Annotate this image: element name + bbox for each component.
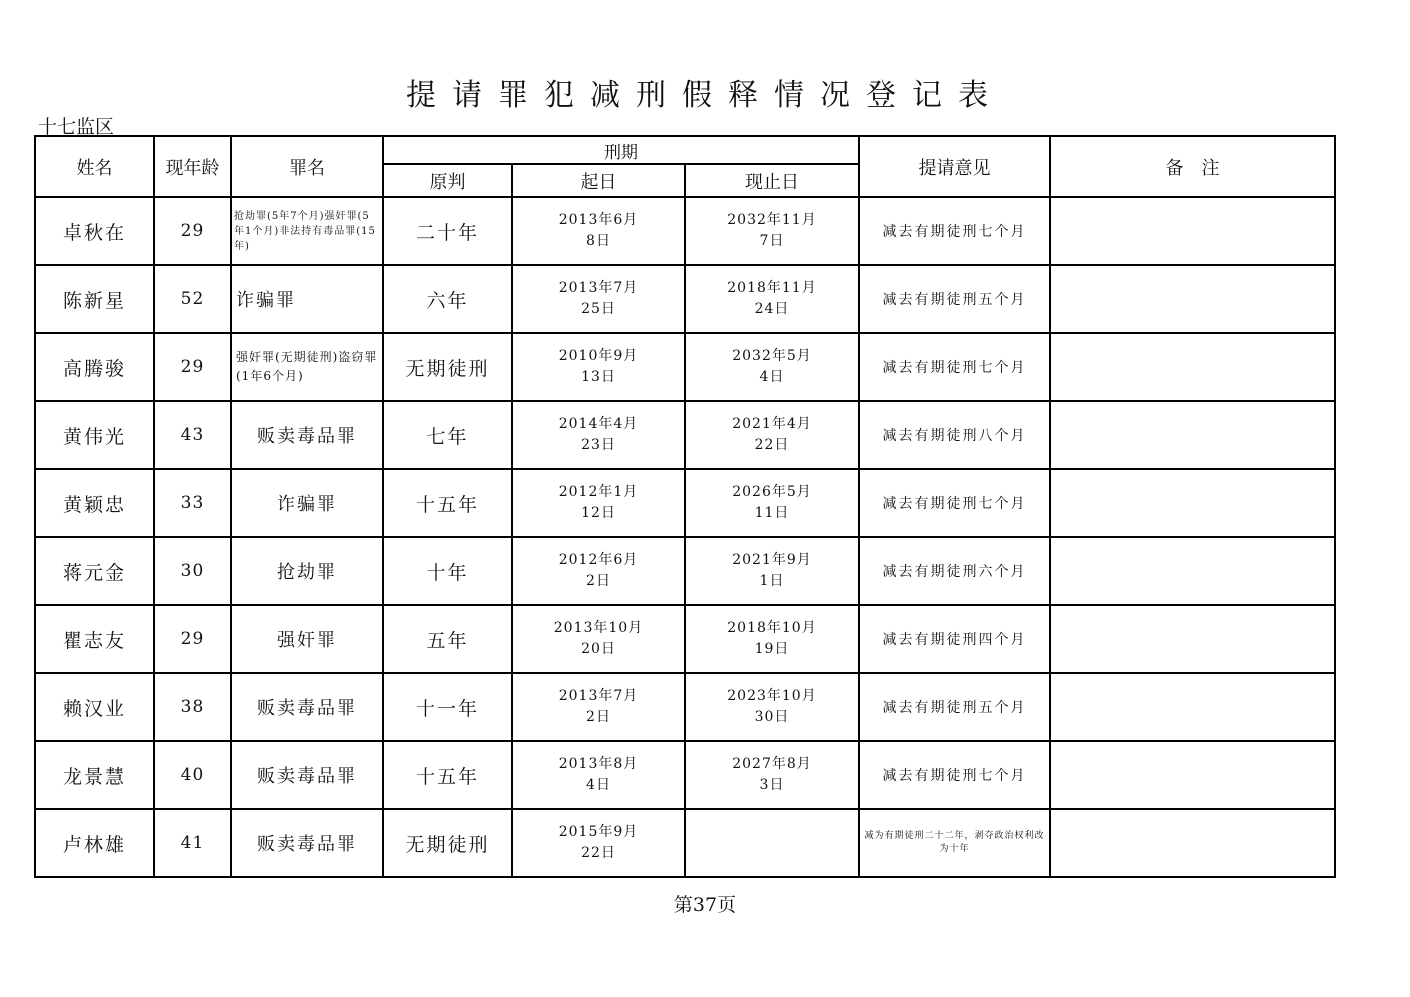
start-month: 2010年9月	[558, 348, 639, 364]
cell-name: 赖汉业	[35, 673, 154, 741]
end-day: 19日	[754, 641, 790, 657]
cell-sentence: 无期徒刑	[383, 333, 512, 401]
cell-age: 29	[154, 333, 231, 401]
start-month: 2013年10月	[553, 620, 644, 636]
cell-end	[685, 401, 859, 469]
cell-sentence: 六年	[383, 265, 512, 333]
cell-end	[685, 741, 859, 809]
end-month: 2032年5月	[732, 348, 812, 364]
start-day: 20日	[581, 641, 616, 657]
start-month: 2014年4月	[558, 416, 639, 432]
cell-crime: 贩卖毒品罪	[231, 741, 383, 809]
cell-age: 52	[154, 265, 231, 333]
cell-start	[512, 605, 685, 673]
cell-opinion: 减去有期徒刑五个月	[859, 265, 1050, 333]
end-day: 11日	[754, 505, 790, 521]
cell-name: 卢林雄	[35, 809, 154, 877]
table-row	[35, 333, 1335, 401]
start-month: 2013年8月	[558, 756, 639, 772]
end-month: 2032年11月	[727, 212, 817, 228]
table-row	[35, 537, 1335, 605]
cell-end	[685, 469, 859, 537]
cell-sentence: 五年	[383, 605, 512, 673]
table-row	[35, 673, 1335, 741]
end-day: 30日	[754, 709, 790, 725]
cell-age: 40	[154, 741, 231, 809]
end-month: 2021年4月	[732, 416, 812, 432]
end-month: 2021年9月	[732, 552, 812, 568]
start-day: 8日	[586, 233, 611, 249]
cell-remarks	[1050, 197, 1335, 265]
cell-crime: 强奸罪	[231, 605, 383, 673]
cell-remarks	[1050, 537, 1335, 605]
cell-crime: 强奸罪(无期徒刑)盗窃罪(1年6个月)	[231, 333, 383, 401]
start-month: 2013年6月	[558, 212, 639, 228]
register-table	[34, 135, 1336, 878]
cell-opinion: 减去有期徒刑六个月	[859, 537, 1050, 605]
unit-label: 十七监区	[38, 116, 115, 138]
end-month: 2018年11月	[727, 280, 817, 296]
end-day: 1日	[759, 573, 785, 589]
cell-opinion: 减去有期徒刑七个月	[859, 197, 1050, 265]
table-row	[35, 401, 1335, 469]
start-month: 2013年7月	[558, 688, 639, 704]
cell-crime: 贩卖毒品罪	[231, 673, 383, 741]
cell-remarks	[1050, 741, 1335, 809]
header-term: 刑期	[383, 136, 859, 164]
cell-crime: 抢劫罪	[231, 537, 383, 605]
start-month: 2013年7月	[558, 280, 639, 296]
cell-sentence: 十五年	[383, 469, 512, 537]
start-day: 12日	[581, 505, 616, 521]
start-day: 25日	[581, 301, 616, 317]
cell-sentence: 十五年	[383, 741, 512, 809]
cell-remarks	[1050, 469, 1335, 537]
cell-remarks	[1050, 605, 1335, 673]
header-end: 现止日	[685, 164, 859, 197]
start-month: 2015年9月	[558, 824, 639, 840]
start-day: 4日	[586, 777, 611, 793]
cell-opinion: 减去有期徒刑五个月	[859, 673, 1050, 741]
table-row	[35, 265, 1335, 333]
cell-remarks	[1050, 673, 1335, 741]
end-month: 2027年8月	[732, 756, 812, 772]
cell-end	[685, 809, 859, 877]
cell-crime: 抢劫罪(5年7个月)强奸罪(5年1个月)非法持有毒品罪(15年)	[231, 197, 383, 265]
cell-start	[512, 537, 685, 605]
cell-crime: 贩卖毒品罪	[231, 809, 383, 877]
cell-start	[512, 469, 685, 537]
cell-age: 29	[154, 197, 231, 265]
header-age: 现年龄	[154, 136, 231, 197]
cell-name: 龙景慧	[35, 741, 154, 809]
cell-end	[685, 537, 859, 605]
header-remarks: 备 注	[1050, 136, 1335, 197]
cell-name: 黄颖忠	[35, 469, 154, 537]
cell-remarks	[1050, 333, 1335, 401]
cell-opinion: 减为有期徒刑二十二年，剥夺政治权利改为十年	[859, 809, 1050, 877]
table-row	[35, 741, 1335, 809]
cell-start	[512, 401, 685, 469]
cell-sentence: 二十年	[383, 197, 512, 265]
cell-start	[512, 333, 685, 401]
cell-sentence: 七年	[383, 401, 512, 469]
end-day: 24日	[754, 301, 790, 317]
cell-name: 黄伟光	[35, 401, 154, 469]
end-day: 4日	[759, 369, 785, 385]
header-crime: 罪名	[231, 136, 383, 197]
cell-start	[512, 673, 685, 741]
cell-age: 30	[154, 537, 231, 605]
end-day: 3日	[759, 777, 785, 793]
header-name: 姓名	[35, 136, 154, 197]
start-day: 22日	[581, 845, 616, 861]
cell-start	[512, 265, 685, 333]
header-original: 原判	[383, 164, 512, 197]
cell-end	[685, 605, 859, 673]
cell-start	[512, 741, 685, 809]
cell-name: 陈新星	[35, 265, 154, 333]
end-month: 2018年10月	[727, 620, 817, 636]
cell-remarks	[1050, 809, 1335, 877]
cell-end	[685, 197, 859, 265]
cell-crime: 贩卖毒品罪	[231, 401, 383, 469]
header-opinion: 提请意见	[859, 136, 1050, 197]
cell-opinion: 减去有期徒刑七个月	[859, 333, 1050, 401]
start-day: 2日	[586, 573, 611, 589]
cell-age: 43	[154, 401, 231, 469]
cell-end	[685, 333, 859, 401]
document-title: 提请罪犯减刑假释情况登记表	[406, 78, 1004, 113]
start-day: 13日	[581, 369, 616, 385]
cell-opinion: 减去有期徒刑八个月	[859, 401, 1050, 469]
cell-crime: 诈骗罪	[231, 265, 383, 333]
end-month: 2023年10月	[727, 688, 817, 704]
table-row	[35, 197, 1335, 265]
cell-start	[512, 809, 685, 877]
cell-age: 29	[154, 605, 231, 673]
table-row	[35, 605, 1335, 673]
cell-opinion: 减去有期徒刑七个月	[859, 469, 1050, 537]
cell-end	[685, 265, 859, 333]
cell-opinion: 减去有期徒刑四个月	[859, 605, 1050, 673]
cell-name: 蒋元金	[35, 537, 154, 605]
start-day: 23日	[581, 437, 616, 453]
cell-remarks	[1050, 401, 1335, 469]
page-number: 第37页	[673, 894, 737, 916]
cell-age: 41	[154, 809, 231, 877]
start-day: 2日	[586, 709, 611, 725]
cell-opinion: 减去有期徒刑七个月	[859, 741, 1050, 809]
start-month: 2012年6月	[558, 552, 639, 568]
table-row	[35, 809, 1335, 877]
cell-name: 卓秋在	[35, 197, 154, 265]
cell-crime: 诈骗罪	[231, 469, 383, 537]
cell-start	[512, 197, 685, 265]
header-start: 起日	[512, 164, 685, 197]
cell-end	[685, 673, 859, 741]
start-month: 2012年1月	[558, 484, 639, 500]
end-day: 7日	[759, 233, 785, 249]
cell-remarks	[1050, 265, 1335, 333]
end-day: 22日	[754, 437, 790, 453]
cell-age: 33	[154, 469, 231, 537]
end-month: 2026年5月	[732, 484, 812, 500]
cell-sentence: 十一年	[383, 673, 512, 741]
cell-name: 瞿志友	[35, 605, 154, 673]
cell-age: 38	[154, 673, 231, 741]
cell-sentence: 无期徒刑	[383, 809, 512, 877]
cell-sentence: 十年	[383, 537, 512, 605]
cell-name: 高腾骏	[35, 333, 154, 401]
table-row	[35, 469, 1335, 537]
